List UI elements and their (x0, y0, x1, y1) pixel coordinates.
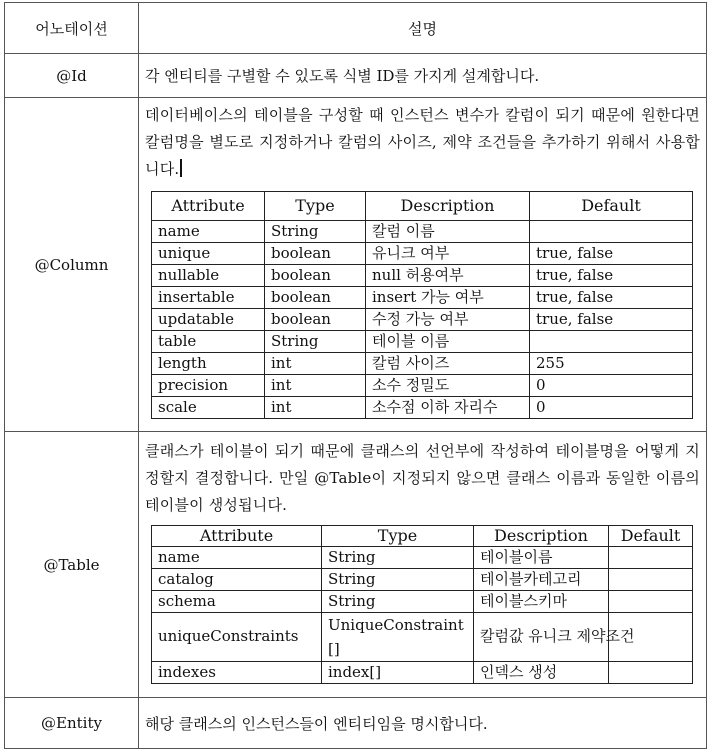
column-table-cell-default: 255 (530, 353, 693, 375)
column-table-cell-attribute: table (152, 331, 265, 353)
column-table-row (152, 243, 693, 265)
table-table-cell-description: 인덱스 생성 (474, 661, 609, 683)
column-table-cell-description: 유니크 여부 (366, 243, 530, 265)
column-table-cell-description: 칼럼 이름 (366, 221, 530, 243)
column-table-cell-description: 수정 가능 여부 (366, 309, 530, 331)
table-paragraph: 클래스가 테이블이 되기 때문에 클래스의 선언부에 작성하여 테이블명을 어떻게 지정할지 결정합니다. 만일 @Table이 지정되지 않으면 클래스 이름과 동일한 이름의 테이블이 생성됩니다. (145, 441, 700, 514)
table-table-row (152, 661, 693, 683)
header-description: 설명 (139, 3, 707, 54)
column-table-cell-type: int (265, 375, 366, 397)
column-description-cell (139, 98, 707, 432)
column-table-row (152, 375, 693, 397)
column-table-cell-default: true, false (530, 309, 693, 331)
column-table-row (152, 287, 693, 309)
table-table-cell-type: index[] (322, 661, 474, 683)
table-table-cell-type: String (322, 546, 474, 568)
table-table-cell-attribute: name (152, 546, 322, 568)
column-paragraph (139, 102, 706, 183)
annotation-column: @Column (5, 98, 139, 432)
column-paragraph-text: 데이터베이스의 테이블을 구성할 때 인스턴스 변수가 칼럼이 되기 때문에 원한다면 칼럼명을 별도로 지정하거나 칼럼의 사이즈, 제약 조건들을 추가하기 위해서 사용합니다. (145, 106, 700, 178)
column-table-cell-description: 소수점 이하 자리수 (366, 397, 530, 419)
table-table-cell-description: 칼럼값 유니크 제약조건 (474, 612, 609, 661)
table-table-row (152, 546, 693, 568)
column-table-row (152, 353, 693, 375)
header-row (5, 3, 707, 54)
column-table-row (152, 309, 693, 331)
column-table-cell-description: 테이블 이름 (366, 331, 530, 353)
column-table-cell-default: 0 (530, 397, 693, 419)
column-table-cell-default: true, false (530, 287, 693, 309)
table-table-row (152, 612, 693, 661)
column-table-row (152, 265, 693, 287)
column-table-cell-attribute: name (152, 221, 265, 243)
table-table-cell-attribute: uniqueConstraints (152, 612, 322, 661)
table-table-cell-description: 테이블카테고리 (474, 568, 609, 590)
table-table-cell-type: String (322, 568, 474, 590)
column-attribute-table (151, 191, 693, 419)
column-table-cell-attribute: unique (152, 243, 265, 265)
entity-description: 해당 클래스의 인스턴스들이 엔티티임을 명시합니다. (139, 698, 707, 749)
column-table-cell-default: 0 (530, 375, 693, 397)
table-table-cell-type: String (322, 590, 474, 612)
column-table-cell-type: String (265, 221, 366, 243)
entity-row (5, 698, 707, 749)
table-table-cell-attribute: indexes (152, 661, 322, 683)
column-table-row (152, 397, 693, 419)
column-table-cell-default (530, 331, 693, 353)
table-table-header (152, 525, 693, 546)
table-attribute-table (151, 525, 693, 684)
column-table-header-type: Type (265, 192, 366, 221)
column-table-cell-attribute: precision (152, 375, 265, 397)
table-description-cell (139, 432, 707, 698)
table-table-cell-default (609, 590, 693, 612)
id-description: 각 엔티티를 구별할 수 있도록 식별 ID를 가지게 설계합니다. (139, 54, 707, 98)
column-table-header-default: Default (530, 192, 693, 221)
table-table-row (152, 590, 693, 612)
table-table-cell-type: UniqueConstraint [] (322, 612, 474, 661)
column-table-cell-default: true, false (530, 265, 693, 287)
table-table-header-description: Description (474, 525, 609, 546)
column-table-cell-description: null 허용여부 (366, 265, 530, 287)
column-table-cell-type: boolean (265, 287, 366, 309)
table-table-header-attribute: Attribute (152, 525, 322, 546)
id-row (5, 54, 707, 98)
annotation-table (4, 2, 707, 749)
table-table-cell-default (609, 661, 693, 683)
table-row (5, 432, 707, 698)
column-table-header-description: Description (366, 192, 530, 221)
column-table-cell-type: String (265, 331, 366, 353)
column-row (5, 98, 707, 432)
table-table-cell-default (609, 546, 693, 568)
column-table-cell-default: true, false (530, 243, 693, 265)
column-table-cell-type: int (265, 397, 366, 419)
annotation-id: @Id (5, 54, 139, 98)
table-table-cell-description: 테이블스키마 (474, 590, 609, 612)
table-table-row (152, 568, 693, 590)
column-table-header (152, 192, 693, 221)
text-cursor (180, 159, 182, 177)
column-table-cell-description: 소수 정밀도 (366, 375, 530, 397)
column-table-cell-description: 칼럼 사이즈 (366, 353, 530, 375)
table-table-cell-attribute: schema (152, 590, 322, 612)
header-annotation: 어노테이션 (5, 3, 139, 54)
column-table-cell-description: insert 가능 여부 (366, 287, 530, 309)
column-table-cell-type: boolean (265, 265, 366, 287)
column-table-header-attribute: Attribute (152, 192, 265, 221)
table-table-cell-description: 테이블이름 (474, 546, 609, 568)
column-table-cell-attribute: insertable (152, 287, 265, 309)
table-table-header-default: Default (609, 525, 693, 546)
column-table-cell-type: int (265, 353, 366, 375)
table-table-cell-default (609, 568, 693, 590)
table-table-cell-attribute: catalog (152, 568, 322, 590)
table-table-header-type: Type (322, 525, 474, 546)
column-table-cell-type: boolean (265, 309, 366, 331)
column-table-cell-default (530, 221, 693, 243)
column-table-cell-attribute: updatable (152, 309, 265, 331)
column-table-row (152, 331, 693, 353)
column-table-row (152, 221, 693, 243)
column-table-cell-attribute: length (152, 353, 265, 375)
annotation-table-label: @Table (5, 432, 139, 698)
annotation-entity: @Entity (5, 698, 139, 749)
column-table-cell-attribute: scale (152, 397, 265, 419)
column-table-cell-type: boolean (265, 243, 366, 265)
column-table-cell-attribute: nullable (152, 265, 265, 287)
